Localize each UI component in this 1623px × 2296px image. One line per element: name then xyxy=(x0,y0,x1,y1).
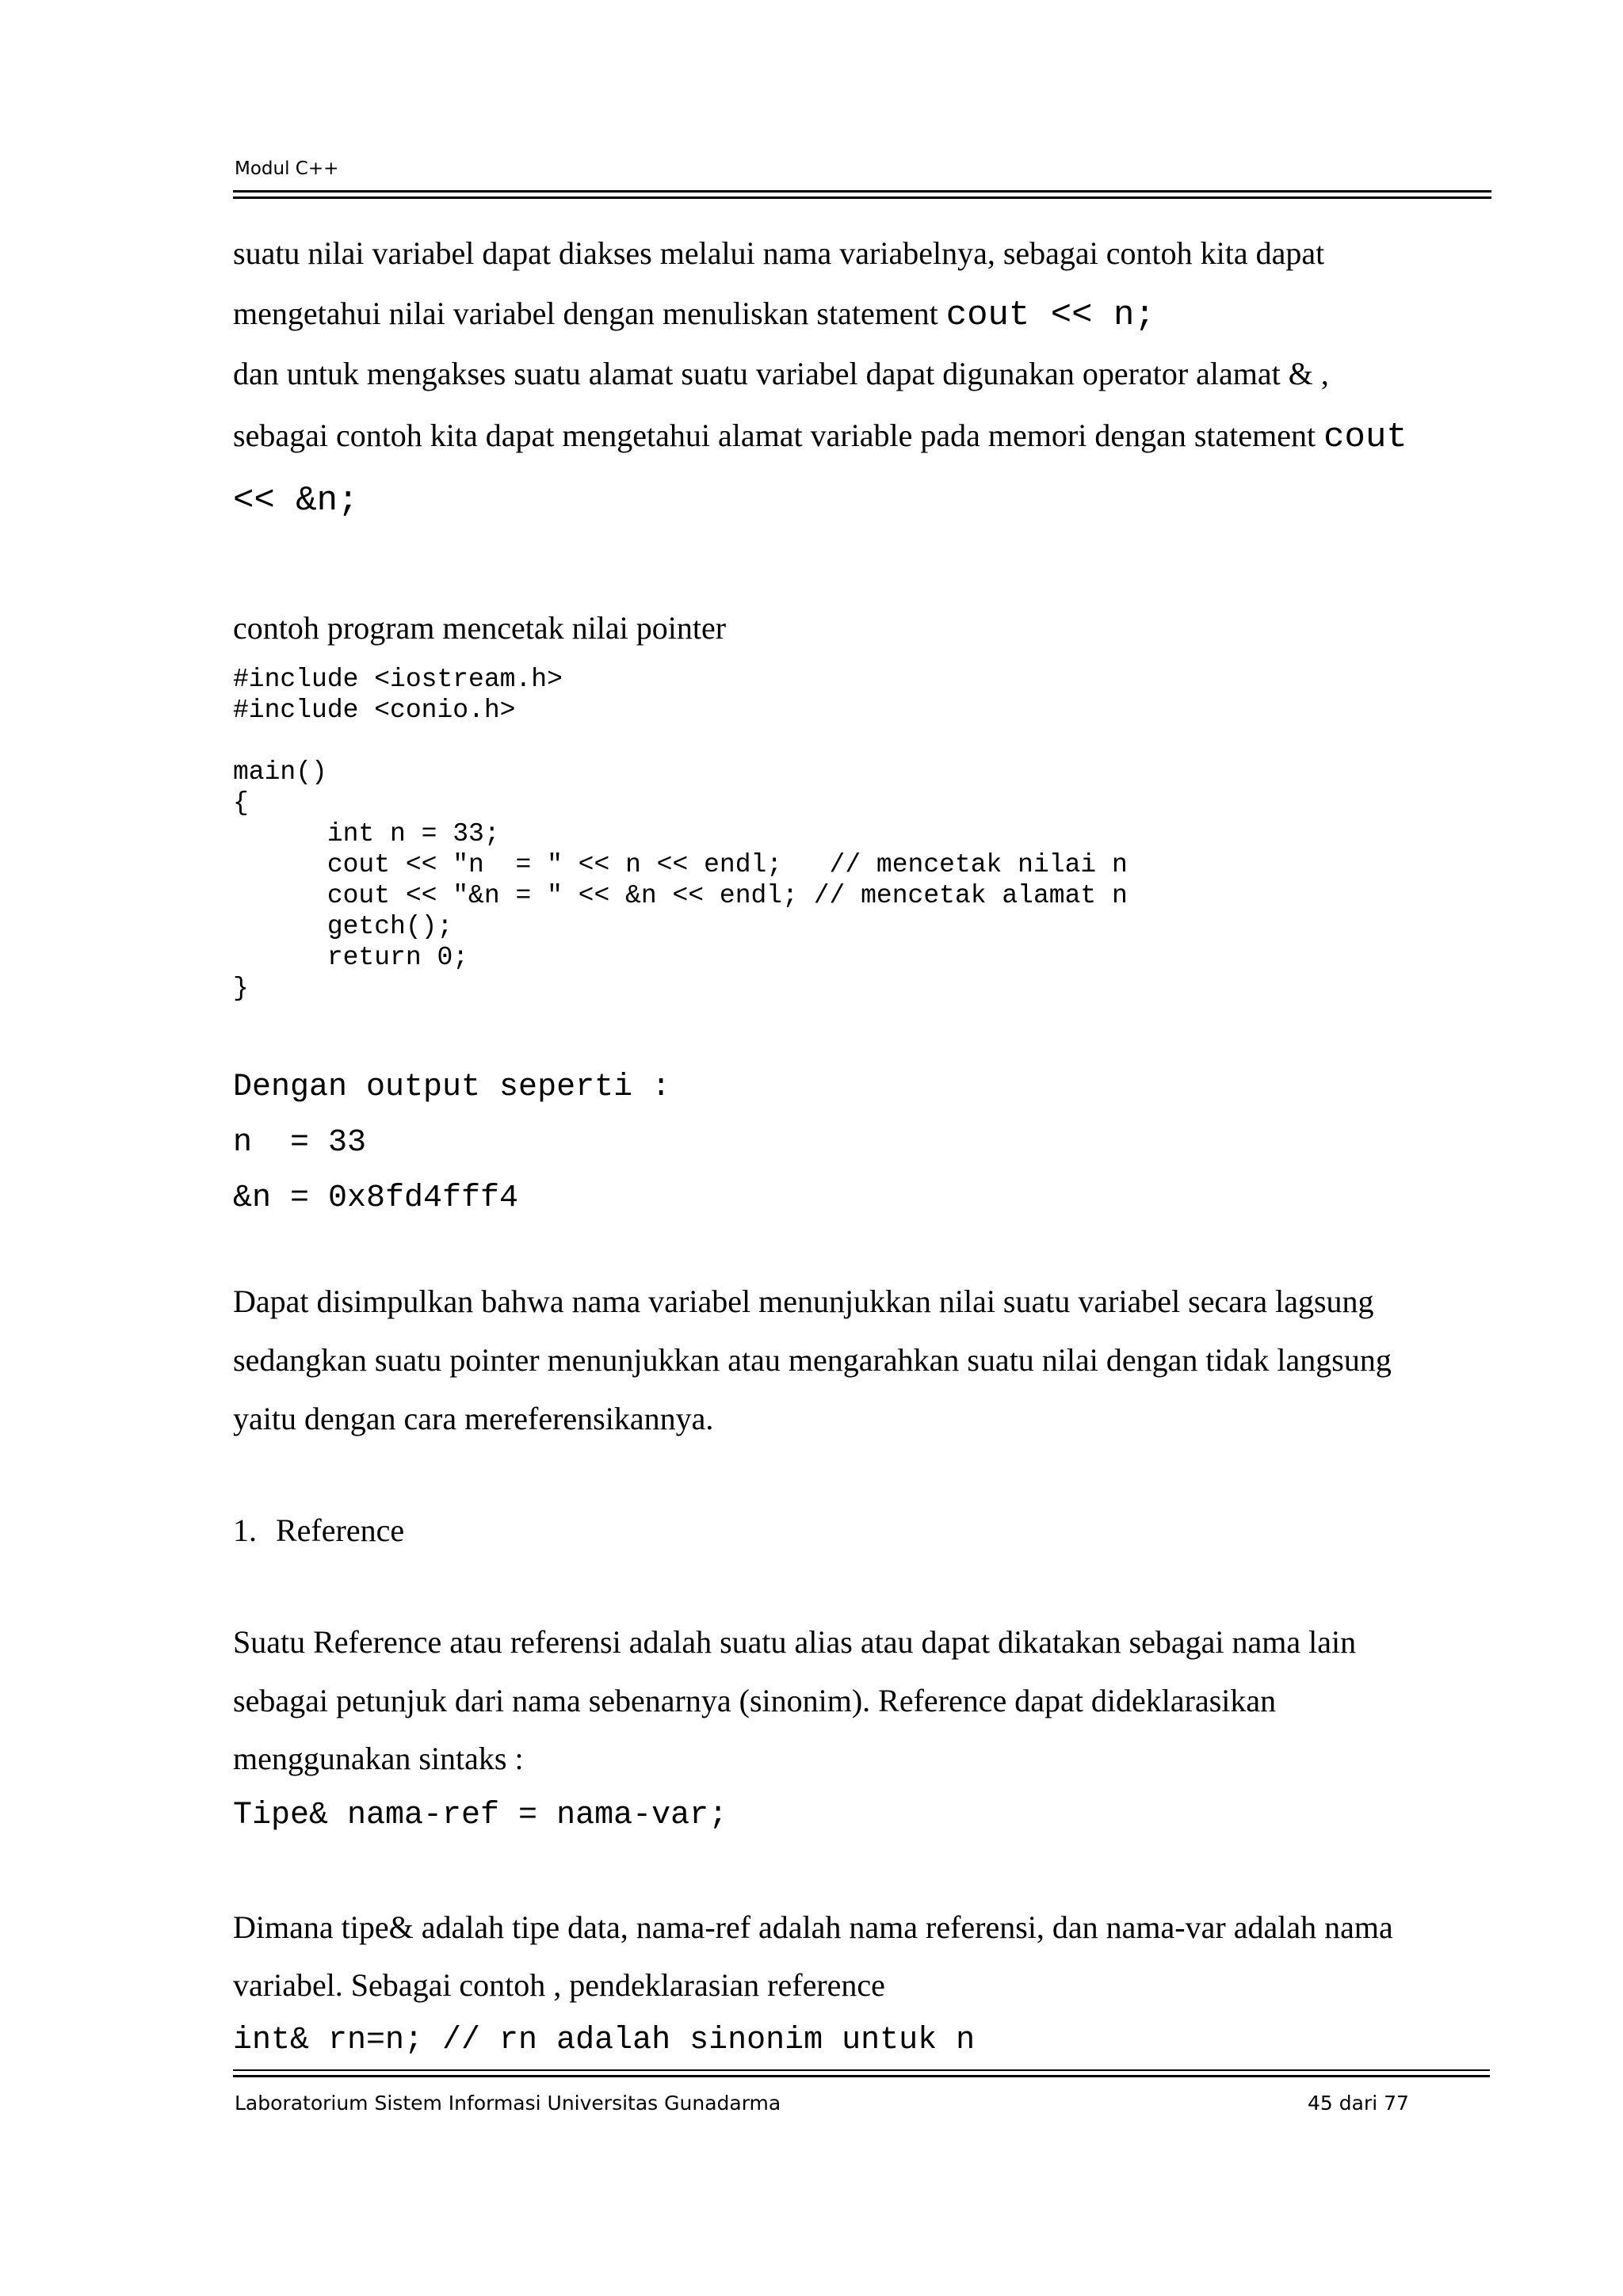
running-header: Modul C++ xyxy=(235,158,339,179)
inline-code-cout: cout xyxy=(1323,418,1407,457)
inline-code-cout-n: cout << n; xyxy=(945,296,1155,335)
intro-line-4 xyxy=(233,420,1407,455)
header-rule-top xyxy=(233,190,1491,193)
code-line: } xyxy=(233,974,249,1003)
declaration-line-1: Dimana tipe& adalah tipe data, nama-ref adalah nama referensi, dan nama-var adalah nama xyxy=(233,1909,1393,1945)
inline-code-address-of-n: << &n; xyxy=(233,481,359,521)
code-line: { xyxy=(233,788,249,818)
reference-line-3: menggunakan sintaks : xyxy=(233,1741,524,1776)
reference-line-2: sebagai petunjuk dari nama sebenarnya (sinonim). Reference dapat dideklarasikan xyxy=(233,1683,1277,1718)
code-line: cout << "n = " << n << endl; // mencetak nilai n xyxy=(233,850,1128,879)
reference-line-1: Suatu Reference atau referensi adalah suatu alias atau dapat dikatakan sebagai nama lain xyxy=(233,1624,1357,1660)
code-line: #include <iostream.h> xyxy=(233,665,563,694)
intro-line-4-text: sebagai contoh kita dapat mengetahui alamat variable pada memori dengan statement xyxy=(233,418,1324,453)
section-title: Reference xyxy=(276,1512,405,1548)
section-number: 1. xyxy=(233,1512,257,1548)
declaration-line-2: variabel. Sebagai contoh , pendeklarasian reference xyxy=(233,1967,885,2003)
code-line: return 0; xyxy=(233,943,469,972)
code-line: #include <conio.h> xyxy=(233,696,516,725)
footer-rule-bottom xyxy=(233,2075,1490,2077)
intro-line-3: dan untuk mengakses suatu alamat suatu variabel dapat digunakan operator alamat & , xyxy=(233,356,1329,391)
code-line: cout << "&n = " << &n << endl; // mencetak alamat n xyxy=(233,881,1128,910)
conclusion-line-2: sedangkan suatu pointer menunjukkan atau mengarahkan suatu nilai dengan tidak langsung xyxy=(233,1342,1392,1378)
section-heading xyxy=(233,1512,405,1548)
code-line: int n = 33; xyxy=(233,819,500,849)
footer-page-number: 45 dari 77 xyxy=(1308,2092,1409,2115)
intro-line-2 xyxy=(233,298,1155,333)
code-line xyxy=(233,726,1128,757)
reference-syntax-code: Tipe& nama-ref = nama-var; xyxy=(233,1798,728,1833)
conclusion-line-1: Dapat disimpulkan bahwa nama variabel menunjukkan nilai suatu variabel secara lagsung xyxy=(233,1283,1374,1319)
example-heading: contoh program mencetak nilai pointer xyxy=(233,610,727,646)
intro-line-1: suatu nilai variabel dapat diakses melalui nama variabelnya, sebagai contoh kita dapat xyxy=(233,235,1325,271)
output-line-n: n = 33 xyxy=(233,1125,367,1161)
footer-rule-top xyxy=(233,2069,1490,2071)
output-label: Dengan output seperti : xyxy=(233,1070,671,1105)
intro-line-2-text: mengetahui nilai variabel dengan menuliskan statement xyxy=(233,296,946,331)
declaration-code: int& rn=n; // rn adalah sinonim untuk n xyxy=(233,2023,976,2058)
conclusion-line-3: yaitu dengan cara mereferensikannya. xyxy=(233,1401,714,1436)
header-rule-bottom xyxy=(233,196,1491,199)
footer-institution: Laboratorium Sistem Informasi Universitas Gunadarma xyxy=(235,2092,781,2115)
output-line-address: &n = 0x8fd4fff4 xyxy=(233,1180,519,1216)
code-block xyxy=(233,664,1128,1004)
code-line: main() xyxy=(233,757,327,787)
code-line: getch(); xyxy=(233,912,453,941)
